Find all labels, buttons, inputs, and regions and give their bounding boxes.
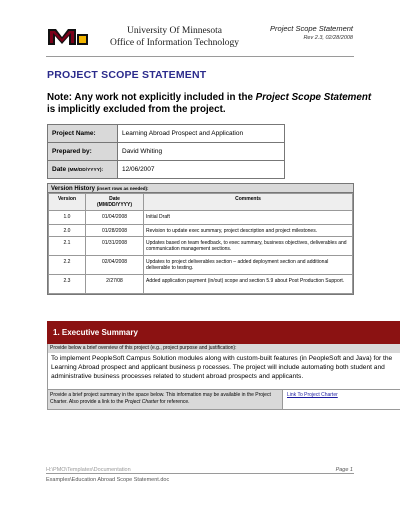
- project-charter-link[interactable]: Link To Project Charter: [287, 392, 338, 398]
- version-history: [47, 183, 354, 295]
- executive-summary: [47, 321, 400, 410]
- page-title: PROJECT SCOPE STATEMENT: [47, 69, 207, 81]
- table-row: [49, 275, 353, 294]
- charter-instruction: Provide a brief project summary in the space below. This information may be available in the Project Charter. Also provide a link to the Project Charter for reference.: [48, 390, 283, 409]
- version-header-row: [49, 194, 353, 211]
- date-value[interactable]: 12/06/2007: [118, 161, 285, 179]
- date-cell[interactable]: 2/27/08: [86, 275, 144, 294]
- comments-col-header: Comments: [144, 194, 353, 211]
- version-cell[interactable]: 1.0: [49, 211, 86, 225]
- project-info-table: [47, 124, 285, 179]
- date-cell[interactable]: 01/04/2008: [86, 211, 144, 225]
- prepared-by-row: [48, 143, 285, 161]
- university-name: University Of Minnesota: [127, 26, 222, 36]
- comment-cell[interactable]: Updates to project deliverables section – added deployment section and additional deliverable to testing.: [144, 256, 353, 275]
- project-name-row: [48, 125, 285, 143]
- date-row: [48, 161, 285, 179]
- page-header: [0, 0, 400, 60]
- note-emphasis: Project Scope Statement: [255, 92, 372, 103]
- comment-cell[interactable]: Updates based on team feedback, to exec summary, business objectives, deliverables and communication management sections.: [144, 237, 353, 256]
- footer-divider: [46, 473, 354, 474]
- comment-cell[interactable]: Initial Draft: [144, 211, 353, 225]
- table-row: [49, 256, 353, 275]
- version-cell[interactable]: 2.3: [49, 275, 86, 294]
- university-name-block: [102, 25, 247, 49]
- table-row: [49, 211, 353, 225]
- footer-filename: Examples\Education Abroad Scope Statement.doc: [46, 477, 170, 483]
- date-format-label: (MM/DD/YYYY):: [67, 168, 104, 173]
- version-cell[interactable]: 2.1: [49, 237, 86, 256]
- prepared-by-value[interactable]: David Whiting: [118, 143, 285, 161]
- comment-cell[interactable]: Added application payment (in/out) scope and section 5.9 about Post Production Support.: [144, 275, 353, 294]
- executive-summary-body[interactable]: To implement PeopleSoft Campus Solution modules along with custom-built features (in PeopleSoft and Java) for the Learning Abroad prospect and applicant business p rocesses. The project will include automating both student and administrative business processes related to student abroad prospects and applicants.: [47, 353, 400, 390]
- scope-note: [47, 92, 372, 116]
- footer-path: H:\PMO\Templates\Documentation: [46, 467, 131, 473]
- date-cell[interactable]: 01/28/2008: [86, 225, 144, 237]
- version-cell[interactable]: 2.0: [49, 225, 86, 237]
- executive-summary-instruction: Provide below a brief overview of this project (e.g., project purpose and justification):: [47, 344, 400, 353]
- comment-cell[interactable]: Revision to update exec summary, project description and project milestones.: [144, 225, 353, 237]
- project-name-label: Project Name:: [48, 125, 118, 143]
- table-row: [49, 225, 353, 237]
- date-col-header: Date (MM/DD/YYYY): [86, 194, 144, 211]
- date-cell[interactable]: 01/31/2008: [86, 237, 144, 256]
- header-divider: [46, 56, 354, 57]
- prepared-by-label: Prepared by:: [48, 143, 118, 161]
- table-row: [49, 237, 353, 256]
- version-history-table: [48, 193, 353, 294]
- doc-type: Project Scope Statement: [270, 24, 353, 33]
- office-name: Office of Information Technology: [109, 38, 240, 48]
- project-name-value[interactable]: Learning Abroad Prospect and Application: [118, 125, 285, 143]
- date-label-cell: [48, 161, 118, 179]
- doc-meta: [270, 24, 353, 42]
- version-history-title: Version History (insert rows as needed):: [48, 184, 353, 193]
- university-m-logo-icon: [46, 25, 90, 49]
- date-label: Date: [52, 166, 67, 173]
- version-col-header: Version: [49, 194, 86, 211]
- note-prefix: Note: Any work not explicitly included in the: [47, 92, 256, 103]
- note-line2: is implicitly excluded from the project.: [47, 104, 226, 115]
- footer-page-number: Page 1: [335, 467, 353, 473]
- charter-row: [47, 390, 400, 410]
- version-cell[interactable]: 2.2: [49, 256, 86, 275]
- executive-summary-heading: 1. Executive Summary: [47, 321, 400, 344]
- date-cell[interactable]: 02/04/2008: [86, 256, 144, 275]
- doc-revision: Rev 2.3, 02/28/2008: [303, 35, 353, 41]
- charter-link-cell: [283, 390, 400, 409]
